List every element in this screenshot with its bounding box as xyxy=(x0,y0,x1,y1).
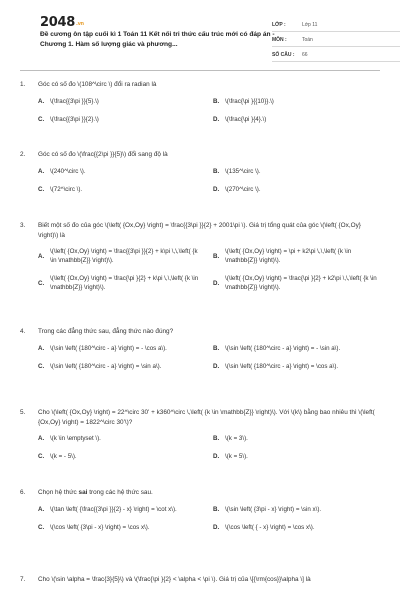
question-3 xyxy=(20,221,380,327)
site-logo[interactable]: 2048.vn xyxy=(40,15,84,30)
info-label: LỚP : xyxy=(272,22,286,29)
option-c[interactable]: C. \(72^\circ \). xyxy=(38,185,83,193)
question-6 xyxy=(20,488,380,575)
info-row-question-count xyxy=(272,47,400,62)
option-b[interactable]: B. \(k = 3\). xyxy=(213,435,248,443)
info-label: MÔN : xyxy=(272,37,287,44)
info-panel xyxy=(272,17,400,62)
option-d[interactable]: D. \(\frac{\pi }{4}.\) xyxy=(213,115,267,123)
emphasis-word: sai xyxy=(78,489,88,496)
question-number: 7. xyxy=(20,576,26,583)
option-d[interactable]: D. \(\sin \left( {180^\circ - a} \right) = \cos a\). xyxy=(213,362,339,370)
header-divider xyxy=(20,70,380,71)
option-d[interactable]: D. \(\cos \left( { - x} \right) = \cos x\). xyxy=(213,523,315,531)
question-text: Góc có số đo \(\frac{{2\pi }}{5}\) đổi sang độ là xyxy=(38,151,168,158)
option-c[interactable]: C. \(\left( {Ox,Oy} \right) = \frac{\pi }{2} + k\pi \,\,\left( {k \in \mathbb{Z}} \right)\). xyxy=(38,275,199,292)
option-b[interactable]: B. \(\frac{\pi }{{10}}.\) xyxy=(213,97,274,105)
option-a[interactable]: A. \(k \in \emptyset \). xyxy=(38,435,101,443)
info-value: Lớp 11 xyxy=(302,22,318,29)
option-a[interactable]: A. \(\sin \left( {180^\circ - a} \right) = - \cos a\). xyxy=(38,344,167,352)
info-value: 66 xyxy=(302,52,308,59)
option-c[interactable]: C. \(\cos \left( {3\pi - x} \right) = \cos x\). xyxy=(38,523,150,531)
question-text: Cho \(\left( {Ox,Oy} \right) = 22^\circ 30' + k360^\circ \,\left( {k \in \mathbb{Z}} \right)\). Với \(k\) bằng bao nhiêu thì \(\left( {Ox,Oy} \right) = 1822^\circ 30'\)? xyxy=(38,409,375,426)
option-b[interactable]: B. \(\sin \left( {180^\circ - a} \right) = - \sin a\). xyxy=(213,344,341,352)
option-d[interactable]: D. \(\left( {Ox,Oy} \right) = \frac{\pi }{2} + k2\pi \,\,\left( {k \in \mathbb{Z}} \right)\). xyxy=(213,275,377,292)
question-4 xyxy=(20,327,380,408)
info-value: Toán xyxy=(302,37,313,44)
option-a[interactable]: A. \(\left( {Ox,Oy} \right) = \frac{{3\pi }}{2} + k\pi \,\,\left( {k \in \mathbb{Z}} \right)\). xyxy=(38,248,198,265)
question-text: Trong các đẳng thức sau, đẳng thức nào đúng? xyxy=(38,328,174,335)
question-text: Chọn hệ thức sai trong các hệ thức sau. xyxy=(38,489,153,496)
option-c[interactable]: C. \(\sin \left( {180^\circ - a} \right) = \sin a\). xyxy=(38,362,162,370)
info-label: SỐ CÂU : xyxy=(272,52,295,59)
option-b[interactable]: B. \(\sin \left( {3\pi - x} \right) = \sin x\). xyxy=(213,505,322,513)
question-number: 5. xyxy=(20,409,26,416)
question-7 xyxy=(20,575,380,585)
question-list xyxy=(20,80,380,585)
question-text: Biết một số đo của góc \(\left( {Ox,Oy} \right) = \frac{{3\pi }}{2} + 2001\pi \). Giá trị tổng quát của góc \(\left( {Ox,Oy} \right)\) là xyxy=(38,222,361,239)
info-row-class xyxy=(272,17,400,32)
question-text: Góc có số đo \(108^\circ \) đổi ra radian là xyxy=(38,81,157,88)
option-b[interactable]: B. \(135^\circ \). xyxy=(213,167,261,175)
option-c[interactable]: C. \(k = - 5\). xyxy=(38,453,77,461)
option-a[interactable]: A. \(\tan \left( {\frac{{3\pi }}{2} - x} \right) = \cot x\). xyxy=(38,505,177,513)
question-5 xyxy=(20,408,380,488)
question-number: 1. xyxy=(20,81,26,88)
question-number: 3. xyxy=(20,222,26,229)
question-number: 2. xyxy=(20,151,26,158)
option-a[interactable]: A. \(\frac{{3\pi }}{5}.\) xyxy=(38,97,99,105)
option-b[interactable]: B. \(\left( {Ox,Oy} \right) = \pi + k2\pi \,\,\left( {k \in \mathbb{Z}} \right)\). xyxy=(213,248,352,265)
option-d[interactable]: D. \(270^\circ \). xyxy=(213,185,261,193)
option-c[interactable]: C. \(\frac{{3\pi }}{2}.\) xyxy=(38,115,99,123)
option-a[interactable]: A. \(240^\circ \). xyxy=(38,167,86,175)
option-d[interactable]: D. \(k = 5\). xyxy=(213,453,248,461)
question-number: 6. xyxy=(20,489,26,496)
question-number: 4. xyxy=(20,328,26,335)
document-header xyxy=(20,0,380,70)
info-row-subject xyxy=(272,32,400,47)
question-2 xyxy=(20,150,380,221)
question-text: Cho \(\sin \alpha = \frac{3}{5}\) và \(\frac{\pi }{2} < \alpha < \pi \). Giá trị của \[{\rm{cos}}\alpha \] là xyxy=(38,576,311,583)
document-title: Đề cương ôn tập cuối kì 1 Toán 11 Kết nối tri thức cấu trúc mới có đáp án - Chương 1. Hàm số lượng giác và phương... xyxy=(40,31,275,48)
question-1 xyxy=(20,80,380,150)
